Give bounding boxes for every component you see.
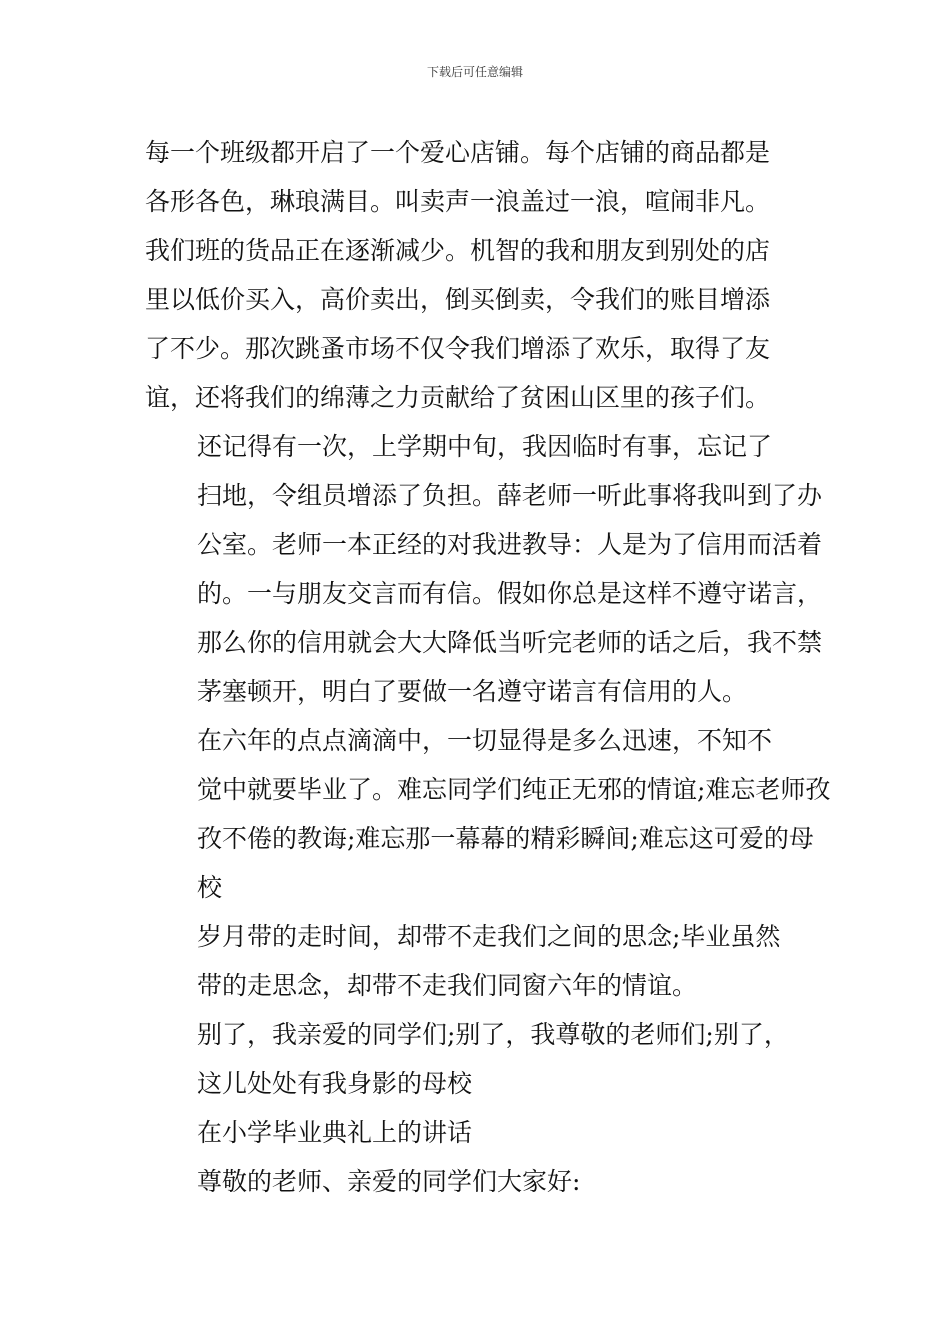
text-line: 在小学毕业典礼上的讲话 <box>197 1118 473 1147</box>
text-line: 岁月带的走时间，却带不走我们之间的思念;毕业虽然 <box>197 922 781 951</box>
text-line: 在六年的点点滴滴中，一切显得是多么迅速，不知不 <box>197 726 773 755</box>
paragraph <box>145 128 810 422</box>
paragraph <box>145 1108 810 1157</box>
text-line: 孜不倦的教诲;难忘那一幕幕的精彩瞬间;难忘这可爱的母 <box>197 824 814 853</box>
text-line: 的。一与朋友交言而有信。假如你总是这样不遵守诺言， <box>197 579 823 608</box>
text-line: 我们班的货品正在逐渐减少。机智的我和朋友到别处的店 <box>145 236 771 265</box>
text-line: 带的走思念，却带不走我们同窗六年的情谊。 <box>197 971 698 1000</box>
text-line: 茅塞顿开，明白了要做一名遵守诺言有信用的人。 <box>197 677 748 706</box>
text-line: 还记得有一次，上学期中旬，我因临时有事，忘记了 <box>197 432 773 461</box>
text-line: 校 <box>197 873 223 902</box>
paragraph <box>145 422 823 716</box>
text-line: 各形各色，琳琅满目。叫卖声一浪盖过一浪，喧闹非凡。 <box>145 187 771 216</box>
text-line: 了不少。那次跳蚤市场不仅令我们增添了欢乐，取得了友 <box>145 334 771 363</box>
text-line: 公室。老师一本正经的对我进教导：人是为了信用而活着 <box>197 530 823 559</box>
text-line: 那么你的信用就会大大降低当听完老师的话之后，我不禁 <box>197 628 823 657</box>
text-line: 谊，还将我们的绵薄之力贡献给了贫困山区里的孩子们。 <box>145 383 771 412</box>
paragraph <box>145 912 810 1010</box>
text-line: 别了，我亲爱的同学们;别了，我尊敬的老师们;别了， <box>197 1020 789 1049</box>
paragraph <box>145 1010 810 1108</box>
text-line: 觉中就要毕业了。难忘同学们纯正无邪的情谊;难忘老师孜 <box>197 775 831 804</box>
text-line: 这儿处处有我身影的母校 <box>197 1069 473 1098</box>
paragraph <box>145 716 831 912</box>
text-line: 里以低价买入，高价卖出，倒买倒卖，令我们的账目增添 <box>145 285 771 314</box>
document-body <box>145 128 831 1206</box>
page-header-note: 下载后可任意编辑 <box>426 65 523 79</box>
text-line: 尊敬的老师、亲爱的同学们大家好: <box>197 1167 581 1196</box>
text-line: 每一个班级都开启了一个爱心店铺。每个店铺的商品都是 <box>145 138 771 167</box>
paragraph <box>145 1157 810 1206</box>
text-line: 扫地，令组员增添了负担。薛老师一听此事将我叫到了办 <box>197 481 823 510</box>
